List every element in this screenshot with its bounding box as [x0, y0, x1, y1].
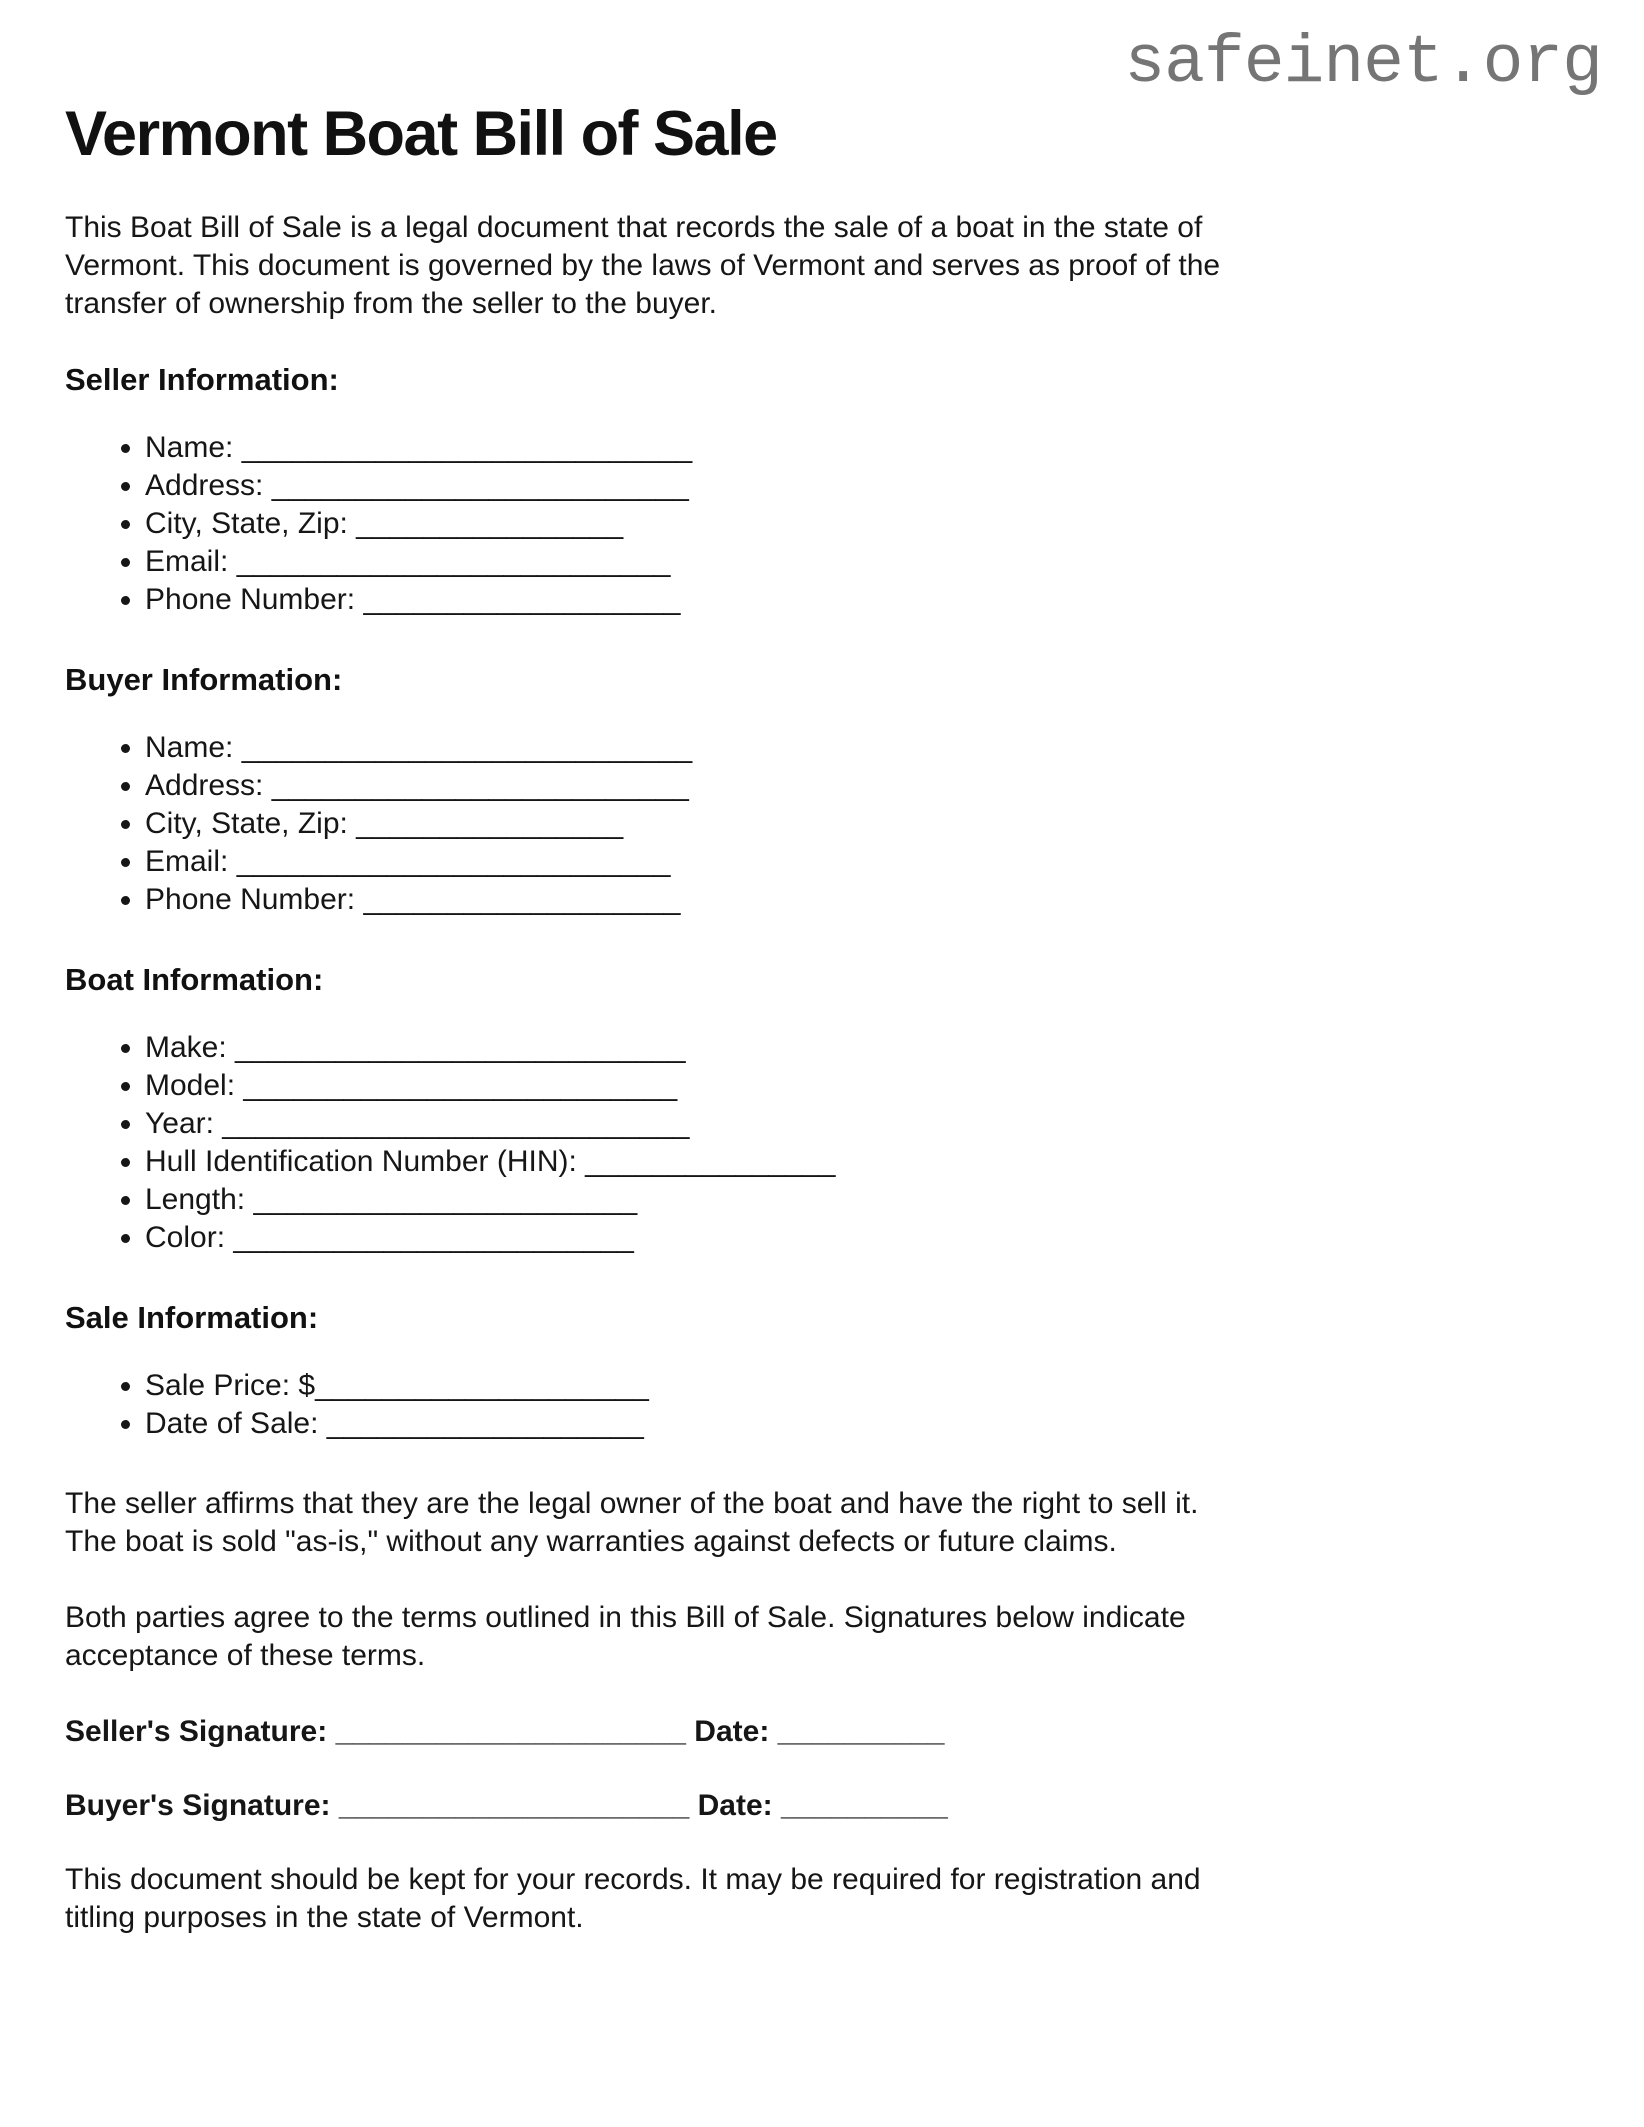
field-blank: __________________________: [243, 1069, 678, 1103]
field-blank: _______________: [585, 1145, 836, 1179]
field-label: Name:: [145, 431, 242, 465]
affirmation-paragraph: [65, 1485, 1602, 1561]
field-buyer-address: [145, 767, 1602, 805]
field-blank: ___________________________: [241, 431, 693, 465]
field-blank: ___________________________: [235, 1031, 686, 1065]
seller-date-blank: __________: [777, 1715, 945, 1749]
seller-field-list: [65, 429, 1602, 619]
field-label: Model:: [145, 1069, 244, 1103]
field-blank: __________________________: [236, 845, 671, 879]
agreement-paragraph: [65, 1599, 1602, 1675]
field-label: City, State, Zip:: [145, 807, 357, 841]
field-label: Color:: [145, 1221, 234, 1255]
buyer-field-list: [65, 729, 1602, 919]
field-buyer-email: [145, 843, 1602, 881]
field-seller-address: [145, 467, 1602, 505]
intro-line: transfer of ownership from the seller to the buyer.: [65, 287, 717, 321]
buyer-signature-blank: _____________________: [338, 1789, 690, 1823]
intro-line: This Boat Bill of Sale is a legal document that records the sale of a boat in the state of: [65, 211, 1203, 245]
sale-field-list: [65, 1367, 1602, 1443]
field-label: Phone Number:: [145, 583, 364, 617]
field-label: Email:: [145, 545, 237, 579]
field-blank: _________________________: [271, 469, 689, 503]
field-seller-name: [145, 429, 1602, 467]
section-heading-boat: Boat Information:: [65, 962, 324, 998]
field-buyer-city-state-zip: [145, 805, 1602, 843]
field-blank: ____________________: [315, 1369, 649, 1403]
field-buyer-phone: [145, 881, 1602, 919]
agreement-line: Both parties agree to the terms outlined in this Bill of Sale. Signatures below indicate: [65, 1601, 1186, 1635]
section-heading-sale: Sale Information:: [65, 1300, 319, 1336]
seller-date-label: Date:: [685, 1715, 778, 1749]
field-sale-price: [145, 1367, 1602, 1405]
field-blank: _______________________: [253, 1183, 638, 1217]
field-label: Address:: [145, 769, 272, 803]
site-watermark: safeinet.org: [1124, 25, 1602, 102]
field-boat-model: [145, 1067, 1602, 1105]
field-blank: _________________________: [271, 769, 689, 803]
field-boat-color: [145, 1219, 1602, 1257]
field-blank: ________________: [356, 507, 624, 541]
buyer-signature-label: Buyer's Signature:: [65, 1789, 339, 1823]
field-blank: ___________________________: [241, 731, 693, 765]
field-seller-city-state-zip: [145, 505, 1602, 543]
section-heading-seller: Seller Information:: [65, 362, 339, 398]
field-label: City, State, Zip:: [145, 507, 357, 541]
field-buyer-name: [145, 729, 1602, 767]
field-sale-date: [145, 1405, 1602, 1443]
field-blank: ___________________: [363, 883, 681, 917]
field-label: Name:: [145, 731, 242, 765]
footer-paragraph: [65, 1861, 1602, 1937]
field-label: Sale Price: $: [145, 1369, 316, 1403]
page-title: Vermont Boat Bill of Sale: [65, 99, 777, 169]
field-blank: __________________________: [236, 545, 671, 579]
intro-line: Vermont. This document is governed by the laws of Vermont and serves as proof of the: [65, 249, 1221, 283]
affirmation-line: The seller affirms that they are the legal owner of the boat and have the right to sell it.: [65, 1487, 1199, 1521]
field-label: Phone Number:: [145, 883, 364, 917]
field-boat-length: [145, 1181, 1602, 1219]
field-label: Hull Identification Number (HIN):: [145, 1145, 586, 1179]
field-label: Year:: [145, 1107, 223, 1141]
buyer-date-blank: __________: [780, 1789, 948, 1823]
field-seller-email: [145, 543, 1602, 581]
boat-field-list: [65, 1029, 1602, 1257]
intro-paragraph: [65, 209, 1602, 323]
field-label: Length:: [145, 1183, 254, 1217]
footer-line: This document should be kept for your records. It may be required for registration and: [65, 1863, 1201, 1897]
field-boat-year: [145, 1105, 1602, 1143]
buyer-signature-row: [65, 1787, 1602, 1825]
field-blank: ___________________: [326, 1407, 644, 1441]
field-seller-phone: [145, 581, 1602, 619]
seller-signature-row: [65, 1713, 1602, 1751]
footer-line: titling purposes in the state of Vermont.: [65, 1901, 584, 1935]
field-blank: ____________________________: [222, 1107, 690, 1141]
field-label: Address:: [145, 469, 272, 503]
field-label: Make:: [145, 1031, 236, 1065]
field-label: Email:: [145, 845, 237, 879]
field-blank: ________________: [356, 807, 624, 841]
buyer-date-label: Date:: [689, 1789, 781, 1823]
field-boat-hin: [145, 1143, 1602, 1181]
affirmation-line: The boat is sold "as-is," without any warranties against defects or future claims.: [65, 1525, 1117, 1559]
field-boat-make: [145, 1029, 1602, 1067]
field-blank: ________________________: [233, 1221, 634, 1255]
seller-signature-label: Seller's Signature:: [65, 1715, 336, 1749]
field-label: Date of Sale:: [145, 1407, 327, 1441]
field-blank: ___________________: [363, 583, 681, 617]
section-heading-buyer: Buyer Information:: [65, 662, 343, 698]
agreement-line: acceptance of these terms.: [65, 1639, 426, 1673]
seller-signature-blank: _____________________: [335, 1715, 686, 1749]
